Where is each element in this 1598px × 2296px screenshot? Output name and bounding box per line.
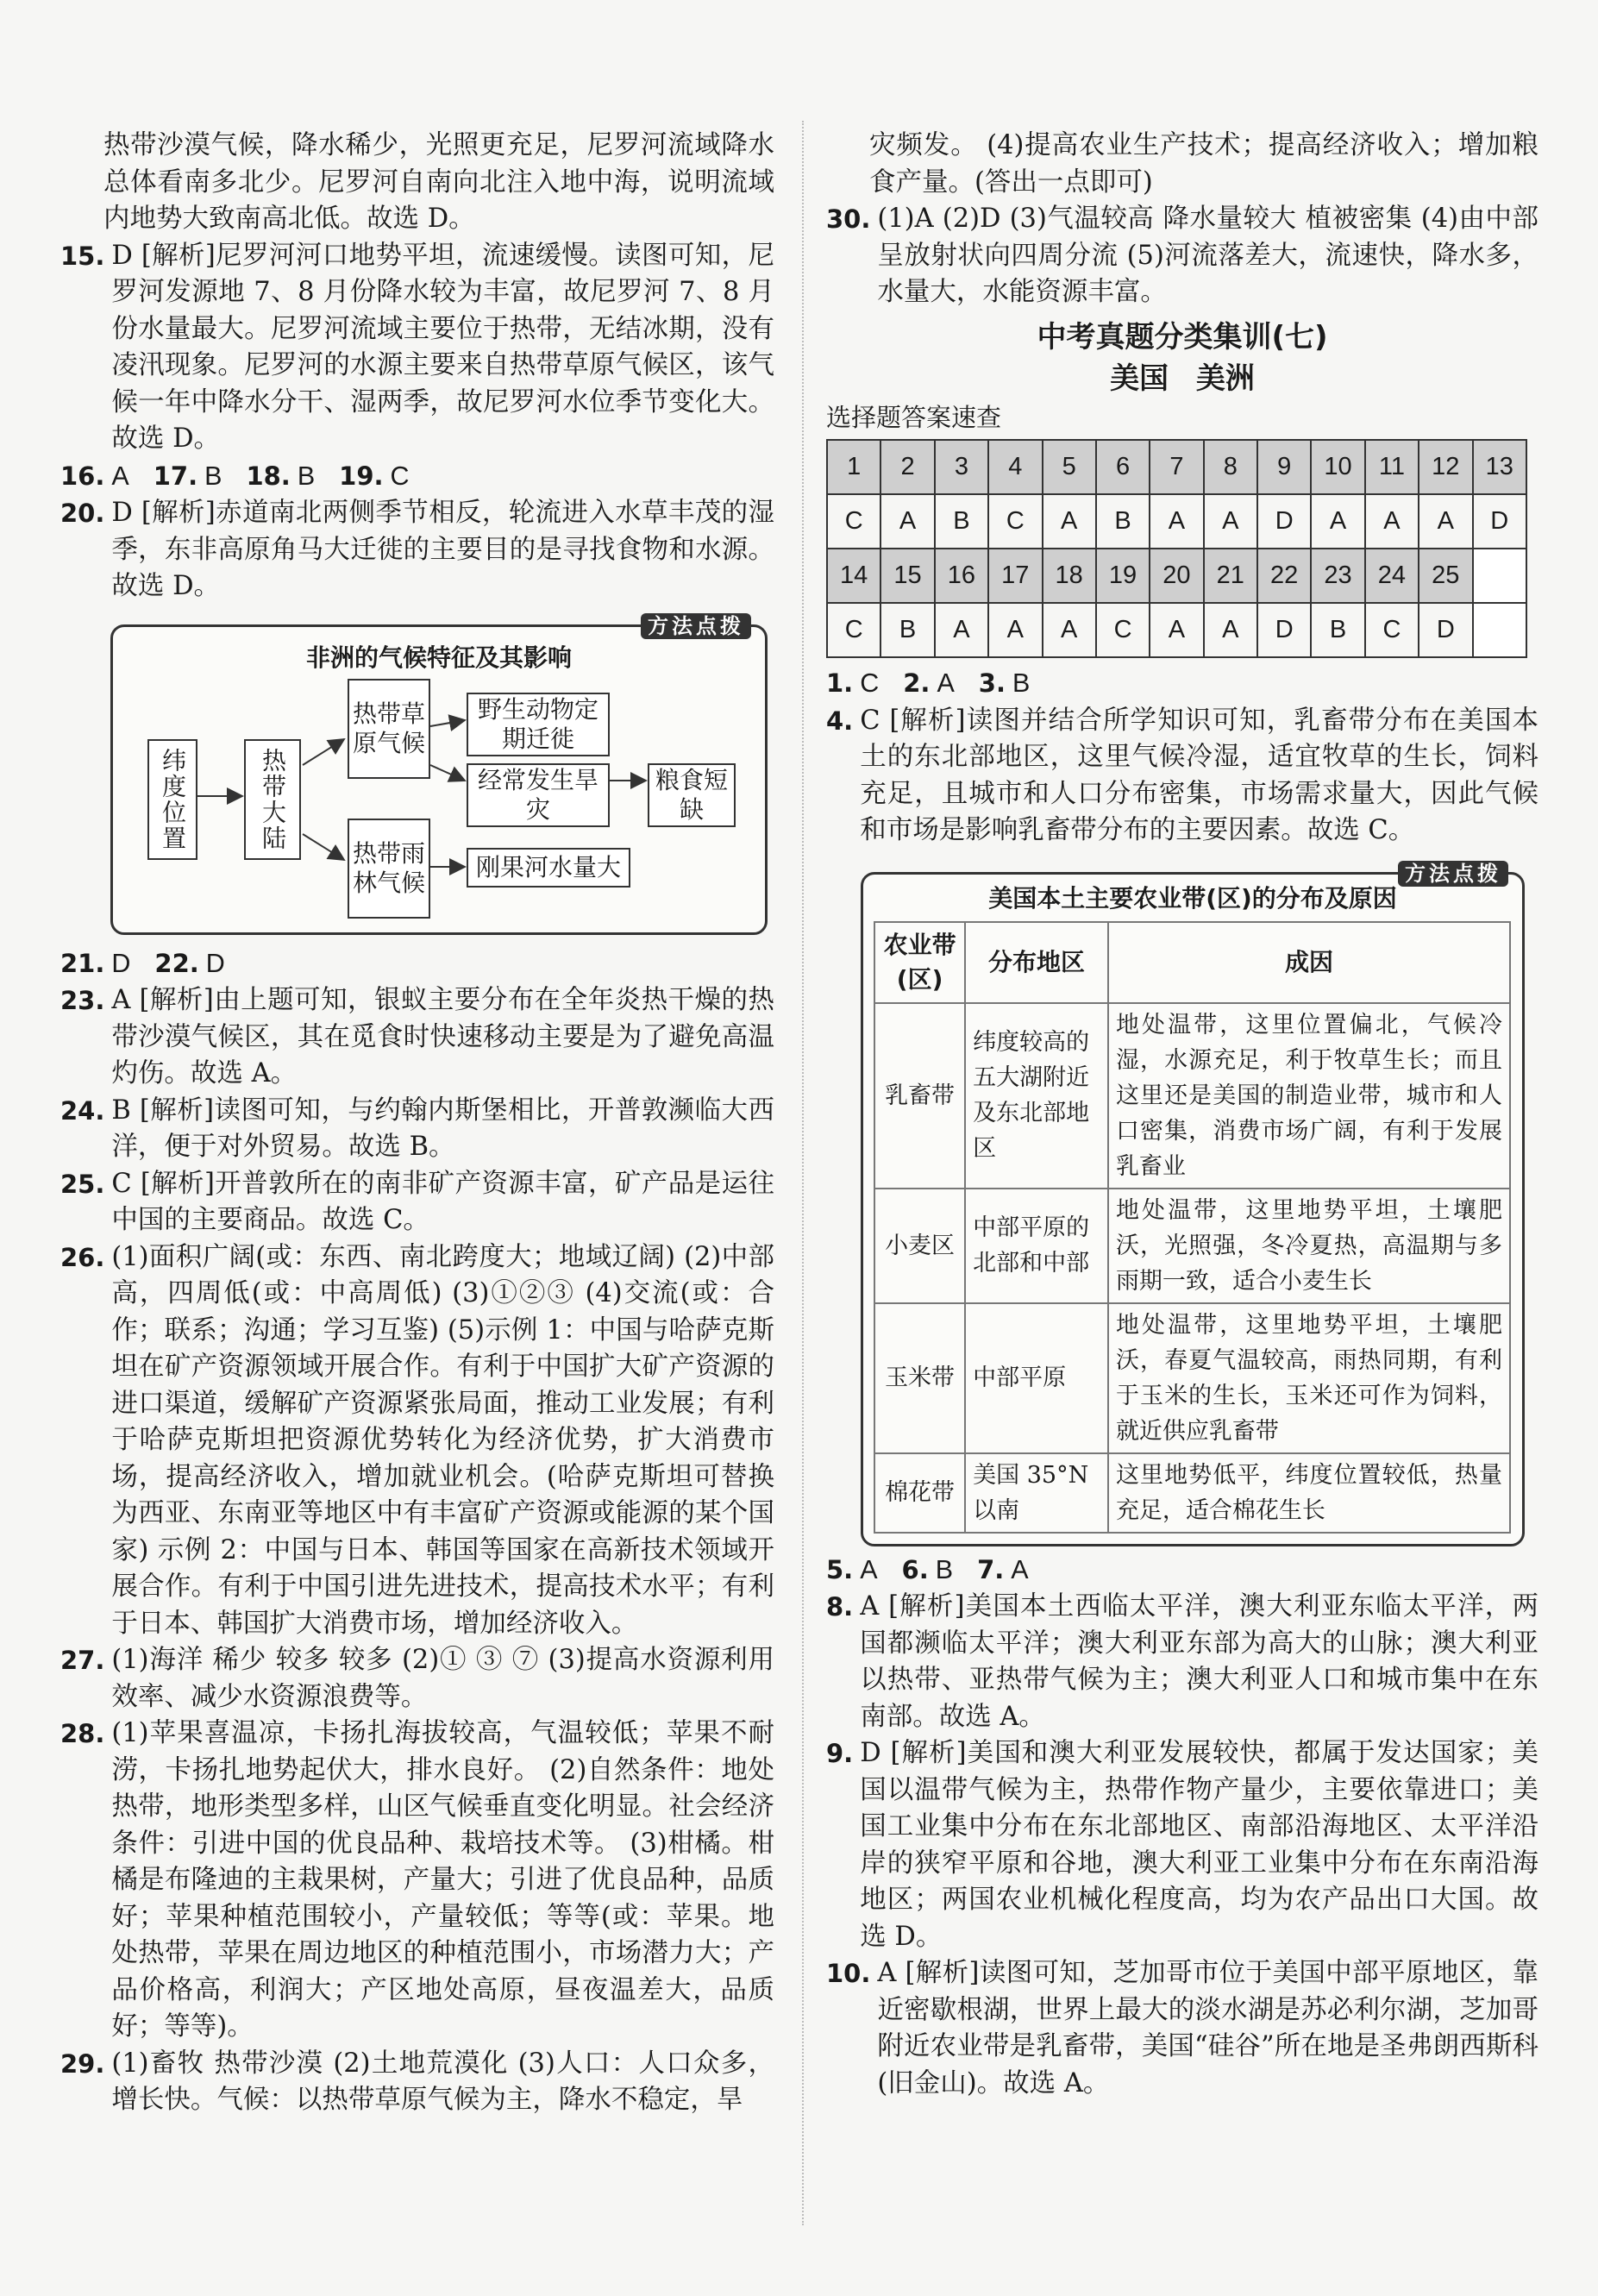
question-number-cell: 25 (1419, 549, 1472, 603)
answers-16-19: 16. A 17. B 18. B 19. C (60, 461, 410, 491)
answer-cell: A (1419, 494, 1472, 549)
answer-15: 15. D [解析]尼罗河河口地势平坦，流速缓慢。读图可知，尼罗河发源地 7、8 月份降水较为丰富，故尼罗河 7、8 月份水量最大。尼罗河流域主要位于热带，无结冰期，没有凌汛现象。尼罗河的水源主要来自热带草原气候区，该气候一年中降水分干、湿两季，故尼罗河水位季节变化大。故选 D。 (60, 240, 774, 454)
answer-cell: A (988, 603, 1042, 657)
answer-cell: A (1043, 603, 1096, 657)
answer-cell: A (1204, 603, 1257, 657)
answer-9: 9. D [解析]美国和澳大利亚发展较快，都属于发达国家；美国以温带气候为主，热带作物产量少，主要依靠进口；美国工业集中分布在东北部地区、南部沿海地区、太平洋沿岸的狭窄平原和谷地，澳大利亚工业集中分布在东南沿海地区；两国农业机械化程度高，均为农产品出口大国。故选 D。 (826, 1738, 1538, 1952)
node-congo-river: 刚果河水量大 (467, 848, 630, 888)
answer-27: 27. (1)海洋 稀少 较多 较多 (2)① ③ ⑦ (3)提高水资源利用效率、减少水资源浪费等。 (60, 1645, 774, 1712)
question-number-cell: 11 (1365, 440, 1419, 494)
answer-cell: A (1204, 494, 1257, 549)
answer-cell: D (1419, 603, 1472, 657)
section-subtitle: 美国 美洲 (1110, 361, 1255, 396)
question-number-cell (1473, 549, 1527, 603)
us-agriculture-method-box (861, 861, 1525, 1546)
answer-cell: A (1150, 603, 1203, 657)
answer-cell: B (935, 494, 988, 549)
left-column (60, 128, 774, 2119)
answer-30: 30. (1)A (2)D (3)气温较高 降水量较大 植被密集 (4)由中部呈放射状向四周分流 (5)河流落差大，流速快，降水多，水量大，水能资源丰富。 (826, 204, 1538, 307)
question-number-cell: 1 (827, 440, 880, 494)
node-drought: 经常发生旱灾 (467, 763, 610, 827)
question-number-cell: 8 (1204, 440, 1257, 494)
answer-cell: D (1257, 494, 1311, 549)
answer-cell: B (880, 603, 934, 657)
answer-table-answer-row (827, 494, 1526, 549)
answer-23: 23. A [解析]由上题可知，银蚁主要分布在全年炎热干燥的热带沙漠气候区，其在觅食时快速移动主要是为了避免高温灼伤。故选 A。 (60, 985, 774, 1088)
question-number-cell: 9 (1257, 440, 1311, 494)
answers-21-22: 21. D 22. D (60, 948, 225, 978)
method-tip-badge: 方法点拨 (1398, 861, 1508, 887)
answer-cell: C (827, 494, 880, 549)
agriculture-belt-table (874, 921, 1511, 1534)
answer-cell: C (827, 603, 880, 657)
question-number-cell: 16 (935, 549, 988, 603)
answer-24: 24. B [解析]读图可知，与约翰内斯堡相比，开普敦濒临大西洋，便于对外贸易。故选 B。 (60, 1095, 774, 1162)
question-number-cell: 5 (1043, 440, 1096, 494)
quick-answer-label: 选择题答案速查 (826, 402, 1002, 432)
answers-1-3: 1. C 2. A 3. B (826, 668, 1031, 698)
node-tropical-continent: 热带大陆 (244, 739, 301, 860)
node-latitude: 纬度位置 (147, 739, 197, 860)
question-number-cell: 22 (1257, 549, 1311, 603)
answer-10: 10. A [解析]读图可知，芝加哥市位于美国中部平原地区，靠近密歇根湖，世界上最大的淡水湖是苏必利尔湖，芝加哥附近农业带是乳畜带，美国“硅谷”所在地是圣弗朗西斯科(旧金山)。故选 A。 (826, 1958, 1538, 2098)
question-number-cell: 15 (880, 549, 934, 603)
answer-20: 20. D [解析]赤道南北两侧季节相反，轮流进入水草丰茂的湿季，东非高原角马大迁徙的主要目的是寻找食物和水源。故选 D。 (60, 498, 774, 601)
node-food-shortage: 粮食短缺 (648, 763, 736, 827)
answer-cell: D (1257, 603, 1311, 657)
question-number-cell: 19 (1096, 549, 1150, 603)
column-divider (802, 121, 804, 2225)
answer-25: 25. C [解析]开普敦所在的南非矿产资源丰富，矿产品是运往中国的主要商品。故选 C。 (60, 1168, 774, 1235)
question-number-cell: 18 (1043, 549, 1096, 603)
question-number-cell: 20 (1150, 549, 1203, 603)
question-number-cell: 2 (880, 440, 934, 494)
question-number-cell: 7 (1150, 440, 1203, 494)
question-number-cell: 6 (1096, 440, 1150, 494)
question-number-cell: 12 (1419, 440, 1472, 494)
answer-cell: C (1096, 603, 1150, 657)
answer-quick-table (826, 439, 1527, 658)
method-tip-badge: 方法点拨 (641, 613, 751, 639)
answer-cell: C (988, 494, 1042, 549)
node-savanna-climate: 热带草原气候 (348, 679, 430, 779)
answer-14-continued: 热带沙漠气候，降水稀少，光照更充足，尼罗河流域降水总体看南多北少。尼罗河自南向北注入地中海，说明流域内地势大致南高北低。故选 D。 (103, 130, 774, 234)
question-number-cell: 21 (1204, 549, 1257, 603)
section-title: 中考真题分类集训(七) (1037, 319, 1328, 354)
table-row: 小麦区 中部平原的北部和中部 地处温带，这里地势平坦，土壤肥沃，光照强，冬冷夏热，高温期与多雨期一致，适合小麦生长 (874, 1189, 1510, 1303)
right-column (826, 128, 1538, 2102)
answer-cell: A (1365, 494, 1419, 549)
question-number-cell: 4 (988, 440, 1042, 494)
answer-29: 29. (1)畜牧 热带沙漠 (2)土地荒漠化 (3)人口：人口众多，增长快。气候：以热带草原气候为主，降水不稳定，旱 (60, 2048, 774, 2115)
answers-5-7: 5. A 6. B 7. A (826, 1554, 1029, 1584)
question-number-cell: 10 (1311, 440, 1364, 494)
answer-cell: B (1311, 603, 1364, 657)
answer-cell: A (1150, 494, 1203, 549)
table-row: 棉花带 美国 35°N 以南 这里地势低平，纬度位置较低，热量充足，适合棉花生长 (874, 1453, 1510, 1533)
question-number-cell: 13 (1473, 440, 1527, 494)
answer-cell: A (935, 603, 988, 657)
answer-cell: A (1311, 494, 1364, 549)
question-number-cell: 24 (1365, 549, 1419, 603)
answer-4: 4. C [解析]读图并结合所学知识可知，乳畜带分布在美国本土的东北部地区，这里气候冷湿，适宜牧草的生长，饲料充足，且城市和人口分布密集，市场需求量大，因此气候和市场是影响乳畜带分布的主要因素。故选 C。 (826, 705, 1538, 845)
method-box-title: 非洲的气候特征及其影响 (305, 643, 572, 672)
table-row: 乳畜带 纬度较高的五大湖附近及东北部地区 地处温带，这里位置偏北，气候冷湿，水源充足，利于牧草生长；而且这里还是美国的制造业带，城市和人口密集，消费市场广阔，有利于发展乳畜业 (874, 1003, 1510, 1189)
question-number-cell: 3 (935, 440, 988, 494)
table-header-row: 农业带(区) 分布地区 成因 (874, 922, 1510, 1003)
node-animal-migration: 野生动物定期迁徙 (467, 693, 610, 756)
method-box-title: 美国本土主要农业带(区)的分布及原因 (988, 883, 1397, 913)
answer-cell: D (1473, 494, 1527, 549)
node-rainforest-climate: 热带雨林气候 (348, 819, 430, 919)
question-number-cell: 23 (1311, 549, 1364, 603)
answer-table-number-row (827, 549, 1526, 603)
question-number-cell: 14 (827, 549, 880, 603)
table-row: 玉米带 中部平原 地处温带，这里地势平坦，土壤肥沃，春夏气温较高，雨热同期，有利于玉米的生长，玉米还可作为饲料，就近供应乳畜带 (874, 1303, 1510, 1453)
answer-29-continued: 灾频发。 (4)提高农业生产技术；提高经济收入；增加粮食产量。(答出一点即可) (869, 130, 1538, 198)
answer-cell (1473, 603, 1527, 657)
answer-26: 26. (1)面积广阔(或：东西、南北跨度大；地域辽阔) (2)中部高，四周低(或：中高周低) (3)①②③ (4)交流(或：合作；联系；沟通；学习互鉴) (5)示例 1：中国与哈萨克斯坦在矿产资源领域开展合作。有利于中国扩大矿产资源的进口渠道，缓解矿产资源紧张局面，推动工业发展；有利于哈萨克斯坦把资源优势转化为经济优势，扩大消费市场，提高经济收入，增加就业机会。(哈萨克斯坦可替换为西亚、东南亚等地区中有丰富矿产资源或能源的某个国家) 示例 2：中国与日本、韩国等国家在高新技术领域开展合作。有利于中国引进先进技术，提高技术水平；有利于日本、韩国扩大消费市场，增加经济收入。 (60, 1241, 774, 1639)
answer-28: 28. (1)苹果喜温凉，卡扬扎海拔较高，气温较低；苹果不耐涝，卡扬扎地势起伏大，排水良好。 (2)自然条件：地处热带，地形类型多样，山区气候垂直变化明显。社会经济条件：引进中国的优良品种、栽培技术等。 (3)柑橘。柑橘是布隆迪的主栽果树，产量大；引进了优良品种，品质好；苹果种植范围较小，产量较低；等等(或：苹果。地处热带，苹果在周边地区的种植范围小，市场潜力大；产品价格高，利润大；产区地处高原，昼夜温差大，品质好；等等)。 (60, 1718, 774, 2042)
answer-cell: A (880, 494, 934, 549)
answer-table-number-row (827, 440, 1526, 494)
answer-cell: B (1096, 494, 1150, 549)
answer-8: 8. A [解析]美国本土西临太平洋，澳大利亚东临太平洋，两国都濒临太平洋；澳大利亚东部为高大的山脉；澳大利亚以热带、亚热带气候为主；澳大利亚人口和城市集中在东南部。故选 A。 (826, 1591, 1538, 1732)
africa-climate-method-box (110, 613, 768, 935)
answer-cell: C (1365, 603, 1419, 657)
answer-table-answer-row (827, 603, 1526, 657)
answer-cell: A (1043, 494, 1096, 549)
question-number-cell: 17 (988, 549, 1042, 603)
